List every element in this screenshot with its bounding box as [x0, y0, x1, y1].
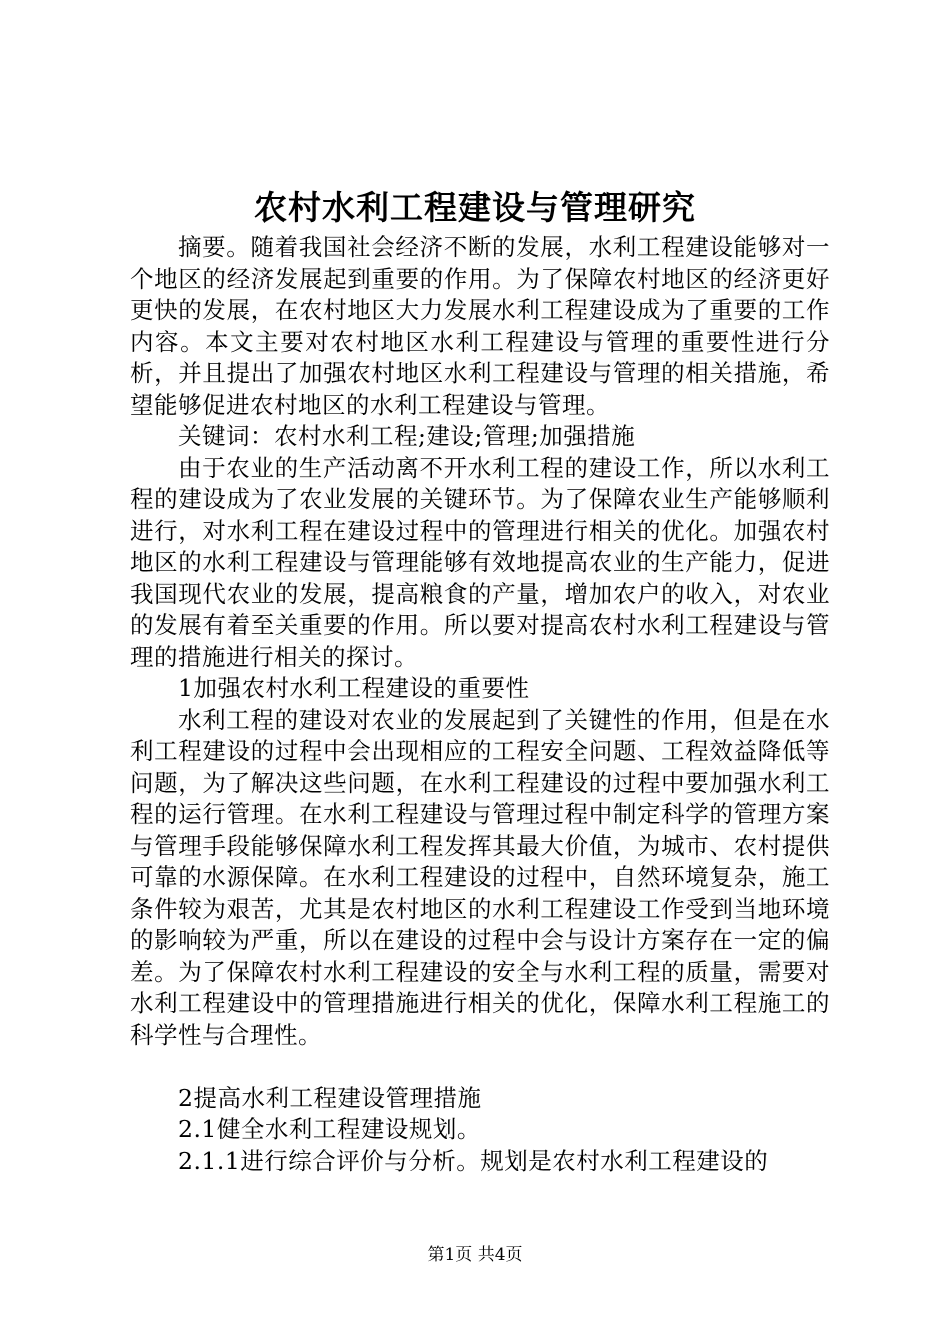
abstract-paragraph: 摘要。随着我国社会经济不断的发展，水利工程建设能够对一个地区的经济发展起到重要的作用。为了保障农村地区的经济更好更快的发展，在农村地区大力发展水利工程建设成为了重要的工作内容。本文主要对农村地区水利工程建设与管理的重要性进行分析，并且提出了加强农村地区水利工程建设与管理的相关措施，希望能够促进农村地区的水利工程建设与管理。 — [130, 233, 830, 419]
intro-paragraph: 由于农业的生产活动离不开水利工程的建设工作，所以水利工程的建设成为了农业发展的关键环节。为了保障农业生产能够顺利进行，对水利工程在建设过程中的管理进行相关的优化。加强农村地区的水利工程建设与管理能够有效地提高农业的生产能力，促进我国现代农业的发展，提高粮食的产量，增加农户的收入，对农业的发展有着至关重要的作用。所以要对提高农村水利工程建设与管理的措施进行相关的探讨。 — [130, 453, 830, 671]
section-heading-1: 1加强农村水利工程建设的重要性 — [178, 674, 530, 702]
subsection-2-1-1-paragraph: 2.1.1进行综合评价与分析。规划是农村水利工程建设的 — [178, 1146, 769, 1175]
blank-line — [130, 1051, 830, 1083]
document-title: 农村水利工程建设与管理研究 — [254, 188, 696, 227]
subsection-heading-2-1: 2.1健全水利工程建设规划。 — [178, 1115, 481, 1143]
section-1-paragraph: 水利工程的建设对农业的发展起到了关键性的作用，但是在水利工程建设的过程中会出现相应的工程安全问题、工程效益降低等问题，为了解决这些问题，在水利工程建设的过程中要加强水利工程的运行管理。在水利工程建设与管理过程中制定科学的管理方案与管理手段能够保障水利工程发挥其最大价值，为城市、农村提供可靠的水源保障。在水利工程建设的过程中，自然环境复杂，施工条件较为艰苦，尤其是农村地区的水利工程建设工作受到当地环境的影响较为严重，所以在建设的过程中会与设计方案存在一定的偏差。为了保障农村水利工程建设的安全与水利工程的质量，需要对水利工程建设中的管理措施进行相关的优化，保障水利工程施工的科学性与合理性。 — [130, 705, 830, 1049]
keywords-paragraph: 关键词：农村水利工程;建设;管理;加强措施 — [178, 422, 636, 450]
section-heading-2: 2提高水利工程建设管理措施 — [178, 1083, 482, 1112]
document-body — [130, 232, 830, 1177]
page-footer: 第1页 共4页 — [427, 1245, 523, 1265]
